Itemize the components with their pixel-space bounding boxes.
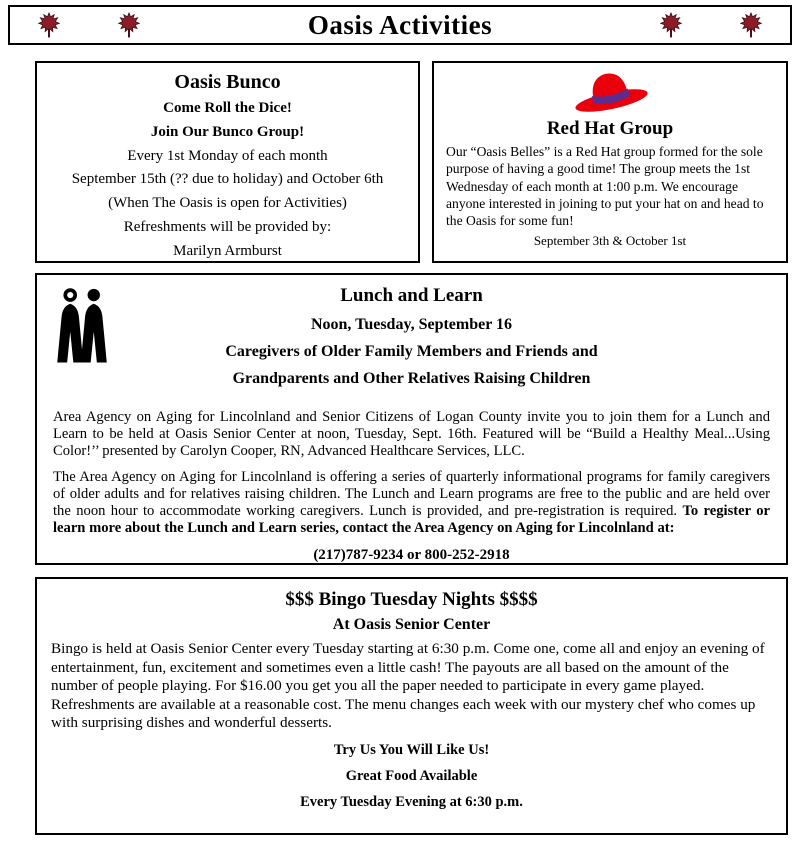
bingo-title: $$$ Bingo Tuesday Nights $$$$ (285, 589, 538, 610)
lunch-register-callout: To register or learn more about the Lunch and Learn series, contact the Area Agency on Aging for Lincolnland at: (53, 503, 770, 537)
bunco-line: Come Roll the Dice! (163, 100, 292, 116)
phone-numbers: (217)787-9234 or 800-252-2918 (313, 546, 510, 563)
people-icon (51, 287, 113, 365)
lunch-paragraph-2-text: The Area Agency on Aging for Lincolnland is offering a series of quarterly informational programs for family caregivers of older adults and for relatives raising children. The Lunch and Learn programs are free to the public and are held over the noon hour to accommodate working caregivers. Lunch is provided, and pre-registration is required. (53, 468, 770, 520)
bingo-section (35, 577, 788, 835)
red-hat-title: Red Hat Group (546, 118, 674, 139)
bunco-section (35, 61, 420, 263)
lunch-paragraph-1: Area Agency on Aging for Lincolnland and Senior Citizens of Logan County invite you to join them for a Lunch and Learn to be held at Oasis Senior Center at noon, Tuesday, Sept. 16th. Featured will be “Build a Healthy Meal...Using Color!’’ presented by Carolyn Cooper, RN, Advanced Healthcare Services, LLC. (53, 409, 770, 460)
lunch-paragraph-2 (53, 469, 770, 538)
bingo-body: Bingo is held at Oasis Senior Center every Tuesday starting at 6:30 p.m. Come one, come all and enjoy an evening of entertainment, fun, excitement and sometimes even a little cash! The payouts are all based on the amount of the number of people playing. For $16.00 you get you all the paper needed to participate in every game played. Refreshments are available at a reasonable cost. The menu changes each week with our mystery chef who comes up with surprising dishes and wonderful desserts. (51, 640, 765, 732)
bingo-footer-line: Great Food Available (345, 767, 478, 784)
red-hat-icon (570, 67, 650, 117)
lunch-subtitle-date: Noon, Tuesday, September 16 (310, 316, 513, 333)
bingo-footer-line: Try Us You Will Like Us! (333, 741, 490, 758)
bunco-line: Every 1st Monday of each month (127, 147, 328, 164)
bunco-line: Join Our Bunco Group! (150, 123, 305, 140)
lunch-subtitle-audience-1: Caregivers of Older Family Members and Friends and (225, 343, 598, 360)
bingo-footer-line: Every Tuesday Evening at 6:30 p.m. (300, 793, 523, 810)
leaf-icon (118, 12, 140, 38)
bunco-line: (When The Oasis is open for Activities) (108, 195, 347, 211)
page-title: Oasis Activities (307, 9, 493, 40)
header-banner (8, 5, 792, 45)
bingo-subtitle: At Oasis Senior Center (332, 616, 491, 633)
leaf-icon (38, 12, 60, 38)
lunch-title: Lunch and Learn (340, 285, 483, 306)
leaf-icon (660, 12, 682, 38)
lunch-and-learn-section (35, 273, 788, 565)
bunco-line: Refreshments will be provided by: (123, 218, 332, 235)
bunco-title: Oasis Bunco (174, 71, 281, 93)
header-leaves-left (38, 12, 218, 38)
red-hat-section (432, 61, 788, 263)
bunco-contact-name: Marilyn Armburst (173, 242, 282, 259)
leaf-icon (740, 12, 762, 38)
bunco-line: September 15th (?? due to holiday) and October 6th (71, 171, 384, 188)
red-hat-dates: September 3th & October 1st (533, 233, 687, 249)
red-hat-body: Our “Oasis Belles” is a Red Hat group formed for the sole purpose of having a good time! The group meets the 1st Wednesday of each month at 1:00 p.m. We encourage anyone interested in joining to put your hat on and head to the Oasis for some fun! (446, 144, 764, 228)
lunch-subtitle-audience-2: Grandparents and Other Relatives Raising Children (232, 370, 591, 387)
header-leaves-right (582, 12, 762, 38)
